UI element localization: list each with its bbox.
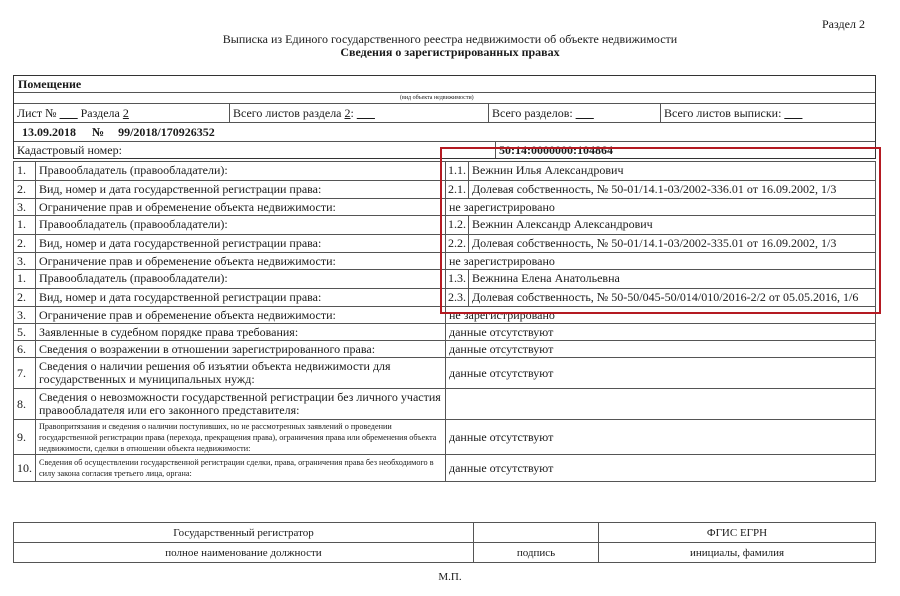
right-holder-name: Вежнин Александр Александрович [469,216,876,235]
table-row [14,358,876,389]
object-type: Помещение [18,76,82,91]
row-value [446,389,876,420]
row-value: данные отсутствуют [446,324,876,341]
total-sheets-extract-value: ___ [784,105,803,120]
row-subnumber: 1.3. [446,270,469,289]
table-row [14,389,876,420]
date-number-row [14,123,875,142]
signature-caption-row [14,543,876,563]
table-row [14,216,876,235]
table-row [14,270,876,289]
row-subnumber: 2.2. [446,234,469,253]
cadastral-label: Кадастровый номер: [17,142,122,157]
row-label: Вид, номер и дата государственной регистрации права: [36,234,446,253]
row-label: Ограничение прав и обременение объекта недвижимости: [36,307,446,324]
row-number: 3. [14,253,36,270]
row-label: Ограничение прав и обременение объекта недвижимости: [36,199,446,216]
stamp-placeholder: М.П. [438,571,462,583]
sheet-label: Лист № [17,105,57,120]
table-row [14,234,876,253]
object-type-row [14,76,875,93]
total-sections-value: ___ [575,105,594,120]
section-of-value: 2 [122,105,129,120]
rights-table [13,161,876,482]
row-number: 3. [14,199,36,216]
right-registration: Долевая собственность, № 50-01/14.1-03/2002-336.01 от 16.09.2002, 1/3 [469,180,876,199]
table-row [14,162,876,181]
cadastral-number-cell [496,142,875,158]
total-sheets-section-cell [230,104,489,122]
table-row [14,324,876,341]
document-title: Выписка из Единого государственного реестра недвижимости об объекте недвижимости [222,32,678,46]
signature-block [13,522,876,563]
encumbrance-value: не зарегистрировано [446,307,876,324]
total-sheets-section-value: 2 [344,105,351,120]
table-row [14,341,876,358]
document-subtitle: Сведения о зарегистрированных правах [340,45,560,59]
number-label: № [92,124,105,139]
cadastral-row [14,142,875,159]
row-number: 10. [14,455,36,482]
row-value: данные отсутствуют [446,358,876,389]
row-number: 9. [14,420,36,455]
encumbrance-value: не зарегистрировано [446,253,876,270]
encumbrance-value: не зарегистрировано [446,199,876,216]
row-number: 8. [14,389,36,420]
row-label: Правопритязания и сведения о наличии поступивших, но не рассмотренных заявлений о проведении государственной регистрации права (перехода, прекращения права), ограничения права или обременения объекта недвижимости, сделки в отношении объекта недвижимости: [36,420,446,455]
total-sections-cell [489,104,661,122]
row-number: 3. [14,307,36,324]
right-holder-name: Вежнин Илья Александрович [469,162,876,181]
row-subnumber: 2.3. [446,288,469,307]
total-sheets-extract-label: Всего листов выписки: [664,105,782,120]
row-label: Сведения об осуществлении государственной регистрации сделки, права, ограничения права без необходимого в силу закона согласия третьего лица, органа: [36,455,446,482]
total-sheets-section-blank: ___ [356,105,375,120]
sheet-number-cell [14,104,230,122]
table-row [14,455,876,482]
row-number: 5. [14,324,36,341]
row-label: Вид, номер и дата государственной регистрации права: [36,180,446,199]
table-row [14,288,876,307]
table-row [14,180,876,199]
row-label: Сведения о возражении в отношении зарегистрированного права: [36,341,446,358]
row-number: 2. [14,288,36,307]
total-sheets-section-label: Всего листов раздела [233,105,342,120]
row-number: 1. [14,270,36,289]
row-label: Правообладатель (правообладатели): [36,162,446,181]
row-label: Правообладатель (правообладатели): [36,216,446,235]
cadastral-number: 50:14:0000000:104864 [499,142,613,157]
registrar-position: Государственный регистратор [14,523,474,543]
extract-header [13,75,876,159]
cadastral-label-cell [14,142,496,158]
table-row [14,253,876,270]
extract-date: 13.09.2018 [22,124,76,139]
row-label: Сведения о невозможности государственной регистрации без личного участия правообладателя или его законного представителя: [36,389,446,420]
row-number: 1. [14,162,36,181]
section-of-label: Раздела [80,105,120,120]
right-registration: Долевая собственность, № 50-50/045-50/014/010/2016-2/2 от 05.05.2016, 1/6 [469,288,876,307]
total-sections-label: Всего разделов: [492,105,573,120]
registrar-signature [474,523,599,543]
section-label: Раздел 2 [822,17,865,31]
object-type-note: (вид объекта недвижимости) [400,95,474,101]
extract-number: 99/2018/170926352 [118,124,215,139]
name-caption: инициалы, фамилия [599,543,876,563]
table-row [14,307,876,324]
row-label: Ограничение прав и обременение объекта недвижимости: [36,253,446,270]
sheets-row [14,104,875,123]
row-subnumber: 1.2. [446,216,469,235]
position-caption: полное наименование должности [14,543,474,563]
signature-row [14,523,876,543]
row-label: Заявленные в судебном порядке права требования: [36,324,446,341]
registrar-name: ФГИС ЕГРН [599,523,876,543]
row-number: 1. [14,216,36,235]
table-row [14,199,876,216]
total-sheets-section-suffix: : [350,105,354,120]
sheet-number: ___ [59,105,78,120]
right-registration: Долевая собственность, № 50-01/14.1-03/2002-335.01 от 16.09.2002, 1/3 [469,234,876,253]
signature-caption: подпись [474,543,599,563]
row-value: данные отсутствуют [446,455,876,482]
object-type-note-row [14,93,875,104]
row-label: Вид, номер и дата государственной регистрации права: [36,288,446,307]
row-number: 6. [14,341,36,358]
row-subnumber: 1.1. [446,162,469,181]
row-value: данные отсутствуют [446,341,876,358]
row-value: данные отсутствуют [446,420,876,455]
right-holder-name: Вежнина Елена Анатольевна [469,270,876,289]
table-row [14,420,876,455]
row-subnumber: 2.1. [446,180,469,199]
total-sheets-extract-cell [661,104,875,122]
row-label: Сведения о наличии решения об изъятии объекта недвижимости для государственных и муниципальных нужд: [36,358,446,389]
row-number: 2. [14,234,36,253]
row-number: 2. [14,180,36,199]
row-label: Правообладатель (правообладатели): [36,270,446,289]
row-number: 7. [14,358,36,389]
